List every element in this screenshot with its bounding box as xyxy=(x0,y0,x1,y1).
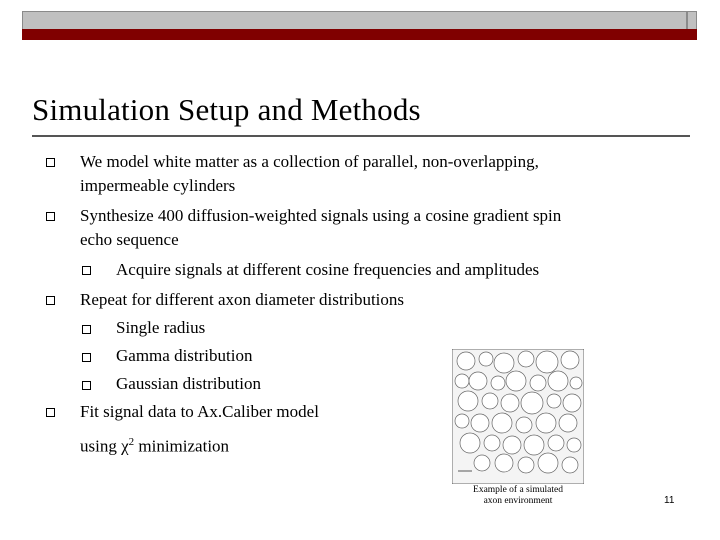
axon-circle xyxy=(455,374,469,388)
caption-line-2: axon environment xyxy=(483,496,553,506)
bullet-2-line-1: Synthesize 400 diffusion-weighted signals using a cosine gradient spin xyxy=(80,206,562,225)
caption-line-1: Example of a simulated xyxy=(473,485,563,495)
header-square-gray xyxy=(687,11,697,30)
axon-circle xyxy=(548,371,568,391)
sub-bullet-gamma: Gamma distribution xyxy=(116,346,253,365)
bullet-3-line-1: Repeat for different axon diameter distributions xyxy=(80,290,405,309)
axon-circle xyxy=(479,352,493,366)
axon-environment-figure xyxy=(452,349,584,484)
axon-circle xyxy=(482,393,498,409)
slide-title: Simulation Setup and Methods xyxy=(32,92,421,127)
sub-bullet-box-icon xyxy=(82,381,91,390)
axon-circle xyxy=(530,375,546,391)
sub-bullet-box-icon xyxy=(82,353,91,362)
axon-circle xyxy=(524,435,544,455)
bullet-box-icon xyxy=(46,158,55,167)
sub-bullet-single-radius: Single radius xyxy=(116,318,206,337)
axon-circle xyxy=(563,394,581,412)
axon-circle xyxy=(458,391,478,411)
header-bar-gray xyxy=(22,11,687,30)
axon-circle xyxy=(460,433,480,453)
bullet-4-line-1: Fit signal data to Ax.Caliber model xyxy=(80,402,319,421)
axon-circle xyxy=(521,392,543,414)
page-number: 11 xyxy=(664,495,675,506)
axon-circle xyxy=(536,351,558,373)
header-square-red xyxy=(687,29,697,40)
axon-circle xyxy=(484,435,500,451)
axon-circle xyxy=(474,455,490,471)
axon-circle xyxy=(562,457,578,473)
axon-circle xyxy=(492,413,512,433)
bullet-box-icon xyxy=(46,408,55,417)
axon-circle xyxy=(570,377,582,389)
sub-bullet-gaussian: Gaussian distribution xyxy=(116,374,261,393)
bullet-1-line-2: impermeable cylinders xyxy=(80,176,236,195)
figure-caption xyxy=(468,485,568,507)
axon-circle xyxy=(561,351,579,369)
axon-circle xyxy=(559,414,577,432)
bullet-2-line-2: echo sequence xyxy=(80,230,179,249)
axon-circle xyxy=(501,394,519,412)
bullet-1-line-1: We model white matter as a collection of parallel, non-overlapping, xyxy=(80,152,539,171)
axon-circle xyxy=(548,435,564,451)
axon-circle xyxy=(495,454,513,472)
axon-circle xyxy=(457,352,475,370)
axon-circle xyxy=(471,414,489,432)
axon-circle xyxy=(518,351,534,367)
axon-circle xyxy=(567,438,581,452)
axon-circle xyxy=(506,371,526,391)
bullet-4-line-2: using $\chi^2$ minimization xyxy=(80,436,230,456)
sub-bullet-box-icon xyxy=(82,266,91,275)
axon-circle xyxy=(469,372,487,390)
axon-circle xyxy=(494,353,514,373)
sub-bullet-box-icon xyxy=(82,325,91,334)
axon-circle xyxy=(516,417,532,433)
axon-circle xyxy=(547,394,561,408)
header-bar-red xyxy=(22,29,687,40)
axon-circle xyxy=(538,453,558,473)
axon-circle xyxy=(536,413,556,433)
bullet-box-icon xyxy=(46,296,55,305)
bullet-box-icon xyxy=(46,212,55,221)
axon-circle xyxy=(503,436,521,454)
sub-bullet-cosine: Acquire signals at different cosine frequencies and amplitudes xyxy=(116,260,540,279)
axon-circle xyxy=(455,414,469,428)
axon-circle xyxy=(518,457,534,473)
title-underline xyxy=(32,135,690,137)
axon-circle xyxy=(491,376,505,390)
